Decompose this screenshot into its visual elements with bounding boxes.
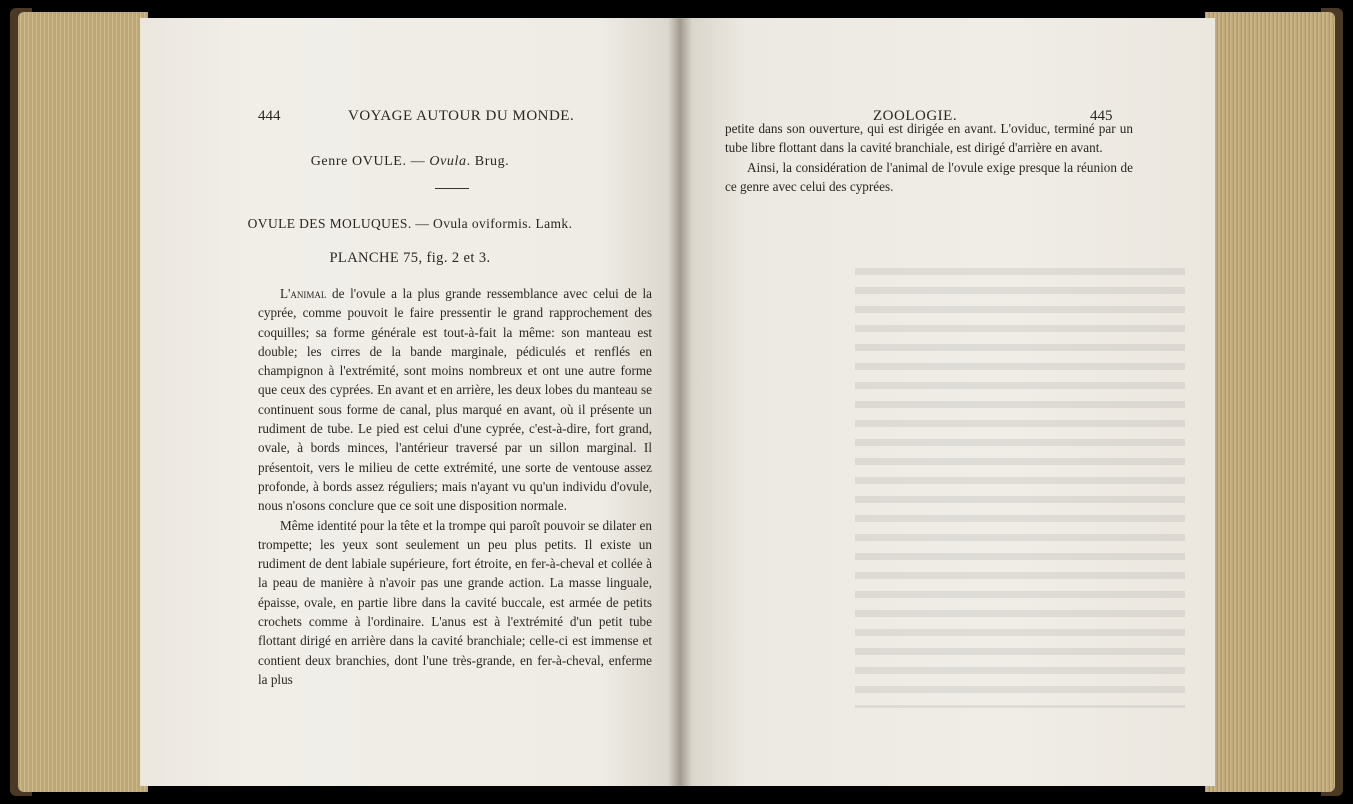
page-number: 444 — [258, 108, 281, 124]
genre-heading — [140, 154, 680, 170]
species-heading: OVULE DES MOLUQUES. — Ovula oviformis. Lamk. — [247, 216, 573, 231]
left-page — [140, 18, 680, 786]
section-divider — [435, 188, 469, 189]
plate-reference: PLANCHE 75, fig. 2 et 3. — [329, 250, 491, 266]
right-page-edges — [1205, 12, 1335, 792]
show-through-text — [855, 268, 1185, 708]
genre-latin-name: Ovula — [429, 154, 467, 169]
left-page-edges — [18, 12, 148, 792]
page-number: 445 — [1090, 108, 1113, 124]
paragraph-lead: L'animal — [280, 286, 327, 301]
body-text — [725, 119, 1133, 196]
paragraph: petite dans son ouverture, qui est dirigée en avant. L'oviduc, terminé par un tube libre flottant dans la cavité branchiale, est dirigé d'arrière en avant. — [725, 121, 1133, 156]
genre-author: . Brug. — [466, 154, 510, 169]
paragraph-text: de l'ovule a la plus grande ressemblance avec celui de la cyprée, comme pouvoit le faire pressentir le grand rapprochement des coquilles; sa forme générale est tout-à-fait la même: son manteau est double; les cirres de la bande marginale, pédiculés et renflés en champignon à l'extrémité, sont moins nombreux et ont une autre forme que ceux des cyprées. En avant et en arrière, les deux lobes du manteau se continuent sous forme de canal, plus marqué en avant, où il présente un rudiment de tube. Le pied est celui d'une cyprée, c'est-à-dire, fort grand, ovale, à bords minces, l'antérieur traversé par un sillon marginal. Il présentoit, vers le milieu de cette extrémité, une sorte de ventouse assez profonde, à bords assez réguliers; mais n'ayant vu qu'un individu d'ovule, nous n'osons conclure que ce soit une disposition normale. — [258, 286, 652, 514]
running-head: ZOOLOGIE. — [873, 108, 958, 124]
paragraph — [258, 284, 652, 516]
right-page — [680, 18, 1215, 786]
running-head: VOYAGE AUTOUR DU MONDE. — [348, 108, 575, 124]
paragraph: Même identité pour la tête et la trompe qui paroît pouvoir se dilater en trompette; les yeux sont seulement un peu plus petits. Il existe un rudiment de dent labiale supérieure, fort étroite, en fer-à-cheval et collée à la peau de manière à n'avoir pas une grande action. La masse linguale, épaisse, ovale, en partie libre dans la cavité buccale, est armée de petits crochets comme à l'ordinaire. L'anus est à l'extrémité d'un petit tube flottant dirigé en arrière dans la cavité branchiale; celle-ci est immense et contient deux branchies, dont l'une très-grande, en fer-à-cheval, enferme la plus — [258, 517, 652, 687]
genre-label: Genre OVULE. — — [310, 154, 430, 169]
paragraph: Ainsi, la considération de l'animal de l'ovule exige presque la réunion de ce genre avec celui des cyprées. — [725, 159, 1133, 194]
book-gutter — [668, 18, 692, 786]
body-text — [258, 284, 652, 689]
